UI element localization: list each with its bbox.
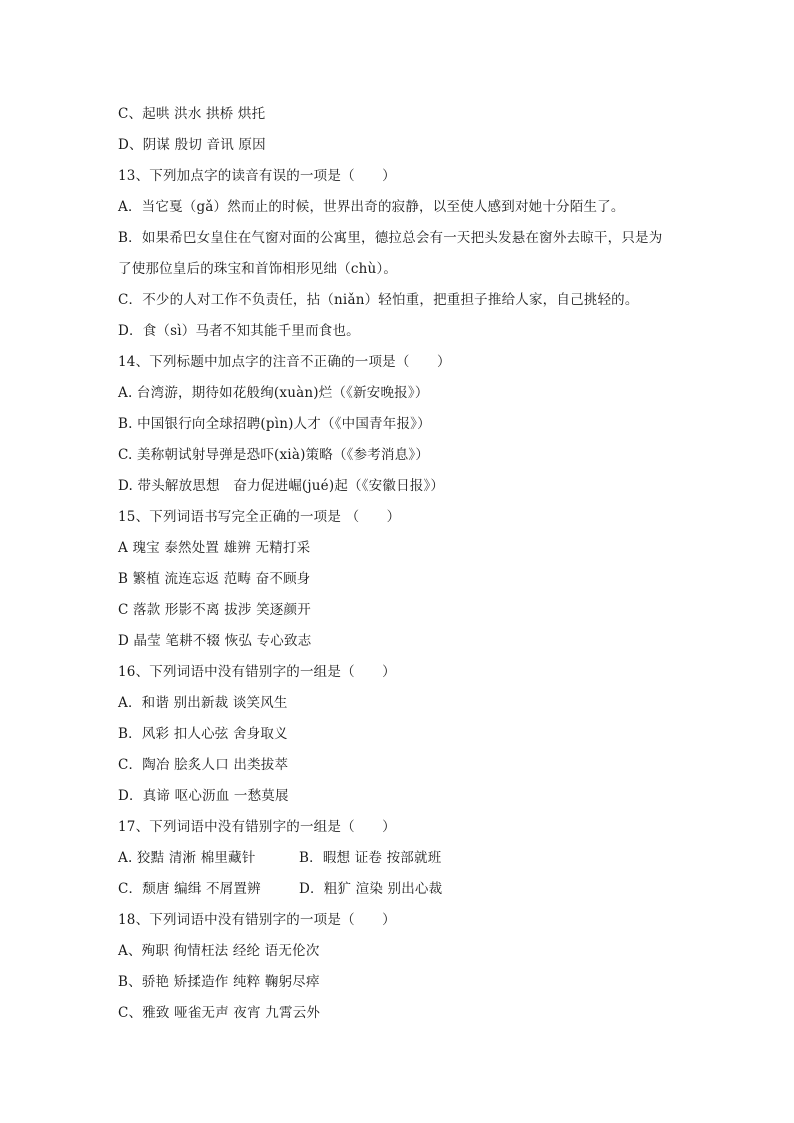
question-14-option-d: D. 带头解放思想 奋力促进崛(jué)起（《安徽日报》） — [118, 478, 445, 494]
question-13-option-d: D．食（sì）马者不知其能千里而食也。 — [118, 323, 360, 339]
question-15-option-b: B 繁植 流连忘返 范畴 奋不顾身 — [118, 571, 311, 587]
question-14-option-c: C. 美称朝试射导弹是恐吓(xià)策略（《参考消息》） — [118, 447, 430, 463]
question-15-option-c: C 落款 形影不离 拔涉 笑逐颜开 — [118, 602, 311, 618]
question-16-option-b: B．风彩 扣人心弦 舍身取义 — [118, 726, 288, 742]
question-16-option-c: C．陶冶 脍炙人口 出类拔萃 — [118, 757, 289, 773]
question-13-option-b-continued: 了使那位皇后的珠宝和首饰相形见绌（chù）。 — [118, 261, 398, 277]
question-13-option-c: C．不少的人对工作不负责任，拈（niǎn）轻怕重，把重担子推给人家，自己挑轻的。 — [118, 292, 639, 308]
question-18-title: 18、下列词语中没有错别字的一项是（ ） — [118, 912, 396, 928]
question-13-option-a: A．当它戛（gǎ）然而止的时候，世界出奇的寂静，以至使人感到对她十分陌生了。 — [118, 199, 625, 215]
question-17-option-c: C．颓唐 编缉 不屑置辨 — [118, 881, 261, 897]
question-17-title: 17、下列词语中没有错别字的一组是（ ） — [118, 819, 396, 835]
question-16-option-a: A．和谐 别出新裁 谈笑风生 — [118, 695, 288, 711]
question-18-option-b: B、骄艳 矫揉造作 纯粹 鞠躬尽瘁 — [118, 974, 320, 990]
question-18-option-c: C、雅致 哑雀无声 夜宵 九霄云外 — [118, 1005, 321, 1021]
question-15-option-a: A 瑰宝 泰然处置 雄辨 无精打采 — [118, 540, 311, 556]
question-17-options-row-1 — [118, 843, 698, 874]
option-d-line: D、阴谋 殷切 音讯 原因 — [118, 137, 266, 153]
option-c-line: C、起哄 洪水 拱桥 烘托 — [118, 106, 266, 122]
question-15-title: 15、下列词语书写完全正确的一项是 （ ） — [118, 509, 401, 525]
question-14-option-b: B. 中国银行向全球招聘(pìn)人才（《中国青年报》） — [118, 416, 431, 432]
question-17-option-d: D．粗犷 渲染 别出心裁 — [299, 881, 443, 897]
question-16-option-d: D．真谛 呕心沥血 一愁莫展 — [118, 788, 289, 804]
question-17-option-a: A. 狡黠 清淅 棉里藏针 — [118, 850, 256, 866]
document-page — [118, 99, 698, 1029]
question-17-options-row-2 — [118, 874, 698, 905]
question-14-title: 14、下列标题中加点字的注音不正确的一项是（ ） — [118, 354, 451, 370]
question-14-option-a: A. 台湾游，期待如花般绚(xuàn)烂（《新安晚报》） — [118, 385, 429, 401]
question-16-title: 16、下列词语中没有错别字的一组是（ ） — [118, 664, 396, 680]
question-15-option-d: D 晶莹 笔耕不辍 恢弘 专心致志 — [118, 633, 312, 649]
question-13-title: 13、下列加点字的读音有误的一项是（ ） — [118, 168, 396, 184]
question-13-option-b: B．如果希巴女皇住在气窗对面的公寓里，德拉总会有一天把头发悬在窗外去晾干，只是为 — [118, 230, 663, 246]
question-17-option-b: B．暇想 证卷 按部就班 — [299, 850, 442, 866]
question-18-option-a: A、殉职 徇情枉法 经纶 语无伦次 — [118, 943, 320, 959]
